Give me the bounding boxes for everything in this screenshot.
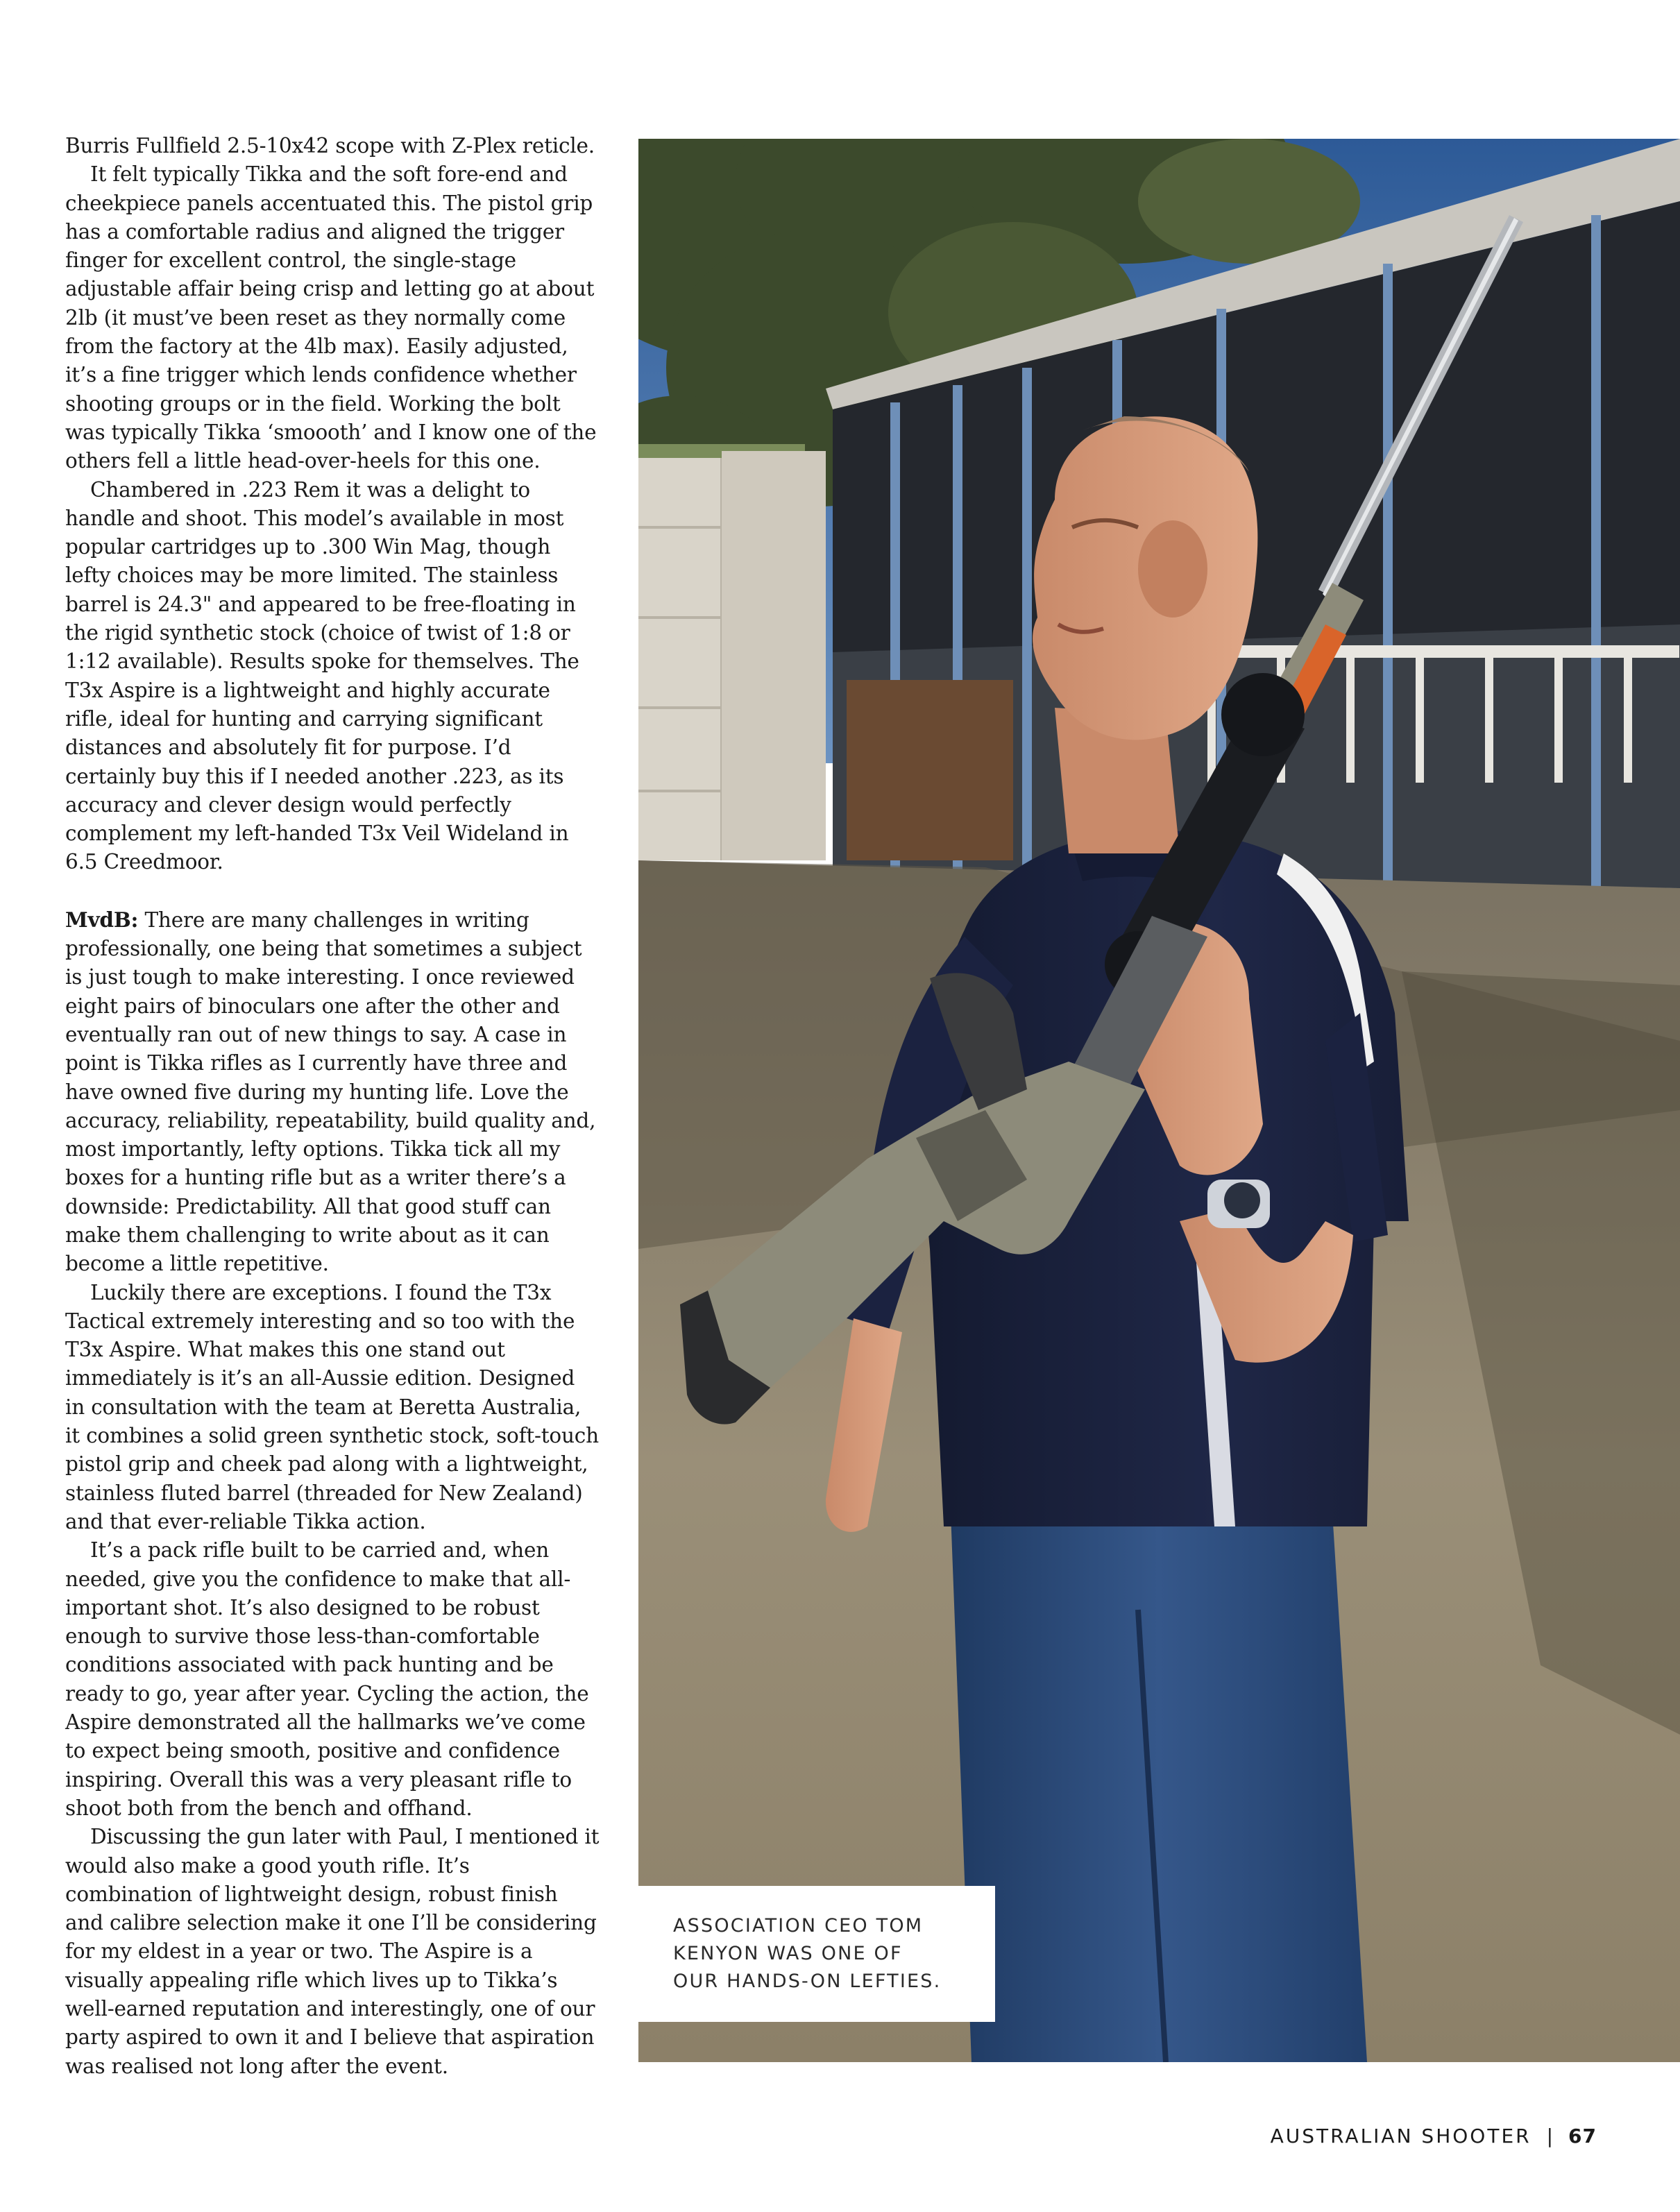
article-paragraph: It’s a pack rifle built to be carried and, when needed, give you the confidence to make that all-important shot. It’s also designed to be robust enough to survive those less-than-comfortable conditions associated with pack hunting and be ready to go, year after year. Cycling the action, the Aspire demonstrated all the hallmarks we’ve come to expect being smooth, positive and confidence inspiring. Overall this was a very pleasant rifle to shoot both from the bench and offhand. — [65, 1538, 589, 1820]
article-text-column — [65, 132, 600, 2081]
article-paragraph: There are many challenges in writing professionally, one being that sometimes a subject is just tough to make interesting. I once reviewed eight pairs of binoculars one after the other and eventually ran out of new things to say. A case in point is Tikka rifles as I currently have three and have owned five during my hunting life. Love the accuracy, reliability, repeatability, build quality and, most importantly, lefty options. Tikka tick all my boxes for a hunting rifle but as a writer there’s a downside: Predictability. All that good stuff can make them challenging to write about as it can become a little repetitive. — [65, 908, 596, 1276]
caption-line: ASSOCIATION CEO TOM — [673, 1915, 924, 1937]
photo-caption — [638, 1886, 995, 2022]
caption-line: KENYON WAS ONE OF — [673, 1943, 903, 1964]
page-folio — [1271, 2125, 1597, 2147]
speaker-label: MvdB: — [65, 907, 139, 932]
folio-separator: | — [1546, 2125, 1554, 2147]
concrete-blocks — [638, 444, 826, 860]
publication-name: AUSTRALIAN SHOOTER — [1270, 2125, 1531, 2147]
article-paragraph: Luckily there are exceptions. I found the T3x Tactical extremely interesting and so too with the T3x Aspire. What makes this one stand out immediately is it’s an all-Aussie edition. Designed in consultation with the team at Beretta Australia, it combines a solid green synthetic stock, soft-touch pistol grip and cheek pad along with a lightweight, stainless fluted barrel (threaded for New Zealand) and that ever-reliable Tikka action. — [65, 1280, 599, 1533]
article-paragraph: It felt typically Tikka and the soft fore-end and cheekpiece panels accentuated this. The pistol grip has a comfortable radius and aligned the trigger finger for excellent control, the single-stage adjustable affair being crisp and letting go at about 2lb (it must’ve been reset as they normally come from the factory at the 4lb max). Easily adjusted, it’s a fine trigger which lends confidence whether shooting groups or in the field. Working the bolt was typically Tikka ‘smoooth’ and I know one of the others fell a little head-over-heels for this one. — [65, 162, 597, 473]
article-paragraph: Burris Fullfield 2.5-10x42 scope with Z-Plex reticle. — [65, 134, 595, 158]
article-paragraph: Discussing the gun later with Paul, I mentioned it would also make a good youth rifle. It’s combination of lightweight design, robust finish and calibre selection make it one I’ll be considering for my eldest in a year or two. The Aspire is a visually appealing rifle which lives up to Tikka’s well-earned reputation and interestingly, one of our party aspired to own it and I believe that aspiration was realised not long after the event. — [65, 1825, 600, 2078]
page-number: 67 — [1568, 2125, 1597, 2147]
photo-man-with-rifle — [638, 139, 1680, 2062]
article-paragraph: Chambered in .223 Rem it was a delight to handle and shoot. This model’s available in most popular cartridges up to .300 Win Mag, though lefty choices may be more limited. The stainless barrel is 24.3" and appeared to be free-floating in the rigid synthetic stock (choice of twist of 1:8 or 1:12 available). Results spoke for themselves. The T3x Aspire is a lightweight and highly accurate rifle, ideal for hunting and carrying significant distances and absolutely fit for purpose. I’d certainly buy this if I needed another .223, as its accuracy and clever design would perfectly complement my left-handed T3x Veil Wideland in 6.5 Creedmoor. — [65, 477, 579, 874]
article-section-mvdb — [65, 905, 600, 1279]
caption-line: OUR HANDS-ON LEFTIES. — [673, 1971, 942, 1992]
